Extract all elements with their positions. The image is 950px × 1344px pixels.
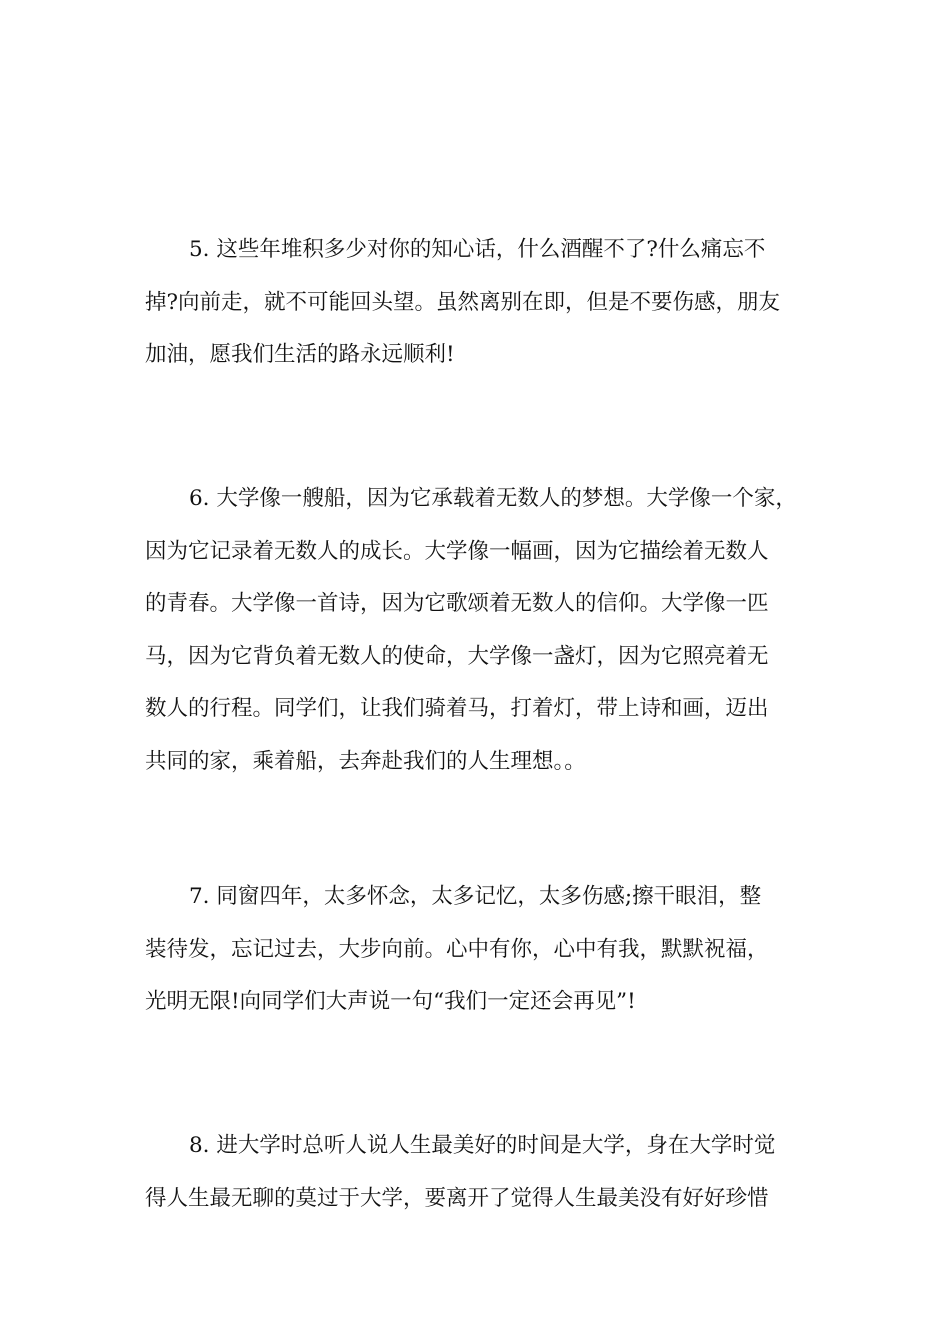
paragraph-line: 6. 大学像一艘船，因为它承载着无数人的梦想。大学像一个家， bbox=[189, 486, 797, 511]
paragraph-line: 数人的行程。同学们，让我们骑着马，打着灯，带上诗和画，迈出 bbox=[145, 696, 769, 721]
paragraph-5 bbox=[145, 224, 825, 382]
paragraph-line: 7. 同窗四年，太多怀念，太多记忆，太多伤感;擦干眼泪，整 bbox=[189, 884, 762, 909]
paragraph-line: 掉?向前走，就不可能回头望。虽然离别在即，但是不要伤感，朋友 bbox=[145, 289, 781, 315]
paragraph-line: 因为它记录着无数人的成长。大学像一幅画，因为它描绘着无数人 bbox=[145, 538, 769, 564]
paragraph-7 bbox=[145, 871, 825, 1029]
paragraph-line: 8. 进大学时总听人说人生最美好的时间是大学，身在大学时觉 bbox=[189, 1133, 776, 1158]
paragraph-line: 光明无限!向同学们大声说一句“我们一定还会再见”! bbox=[145, 989, 636, 1014]
paragraph-line: 加油，愿我们生活的路永远顺利! bbox=[145, 342, 455, 367]
paragraph-line: 5. 这些年堆积多少对你的知心话，什么酒醒不了?什么痛忘不 bbox=[189, 237, 766, 262]
paragraph-6 bbox=[145, 473, 825, 788]
paragraph-line: 装待发，忘记过去，大步向前。心中有你，心中有我，默默祝福， bbox=[145, 936, 769, 962]
paragraph-line: 共同的家，乘着船，去奔赴我们的人生理想。。 bbox=[145, 748, 586, 774]
paragraph-line: 马，因为它背负着无数人的使命，大学像一盏灯，因为它照亮着无 bbox=[145, 643, 769, 669]
paragraph-line: 的青春。大学像一首诗，因为它歌颂着无数人的信仰。大学像一匹 bbox=[145, 591, 769, 616]
paragraph-line: 得人生最无聊的莫过于大学，要离开了觉得人生最美没有好好珍惜 bbox=[145, 1185, 769, 1211]
paragraph-8 bbox=[145, 1120, 825, 1225]
